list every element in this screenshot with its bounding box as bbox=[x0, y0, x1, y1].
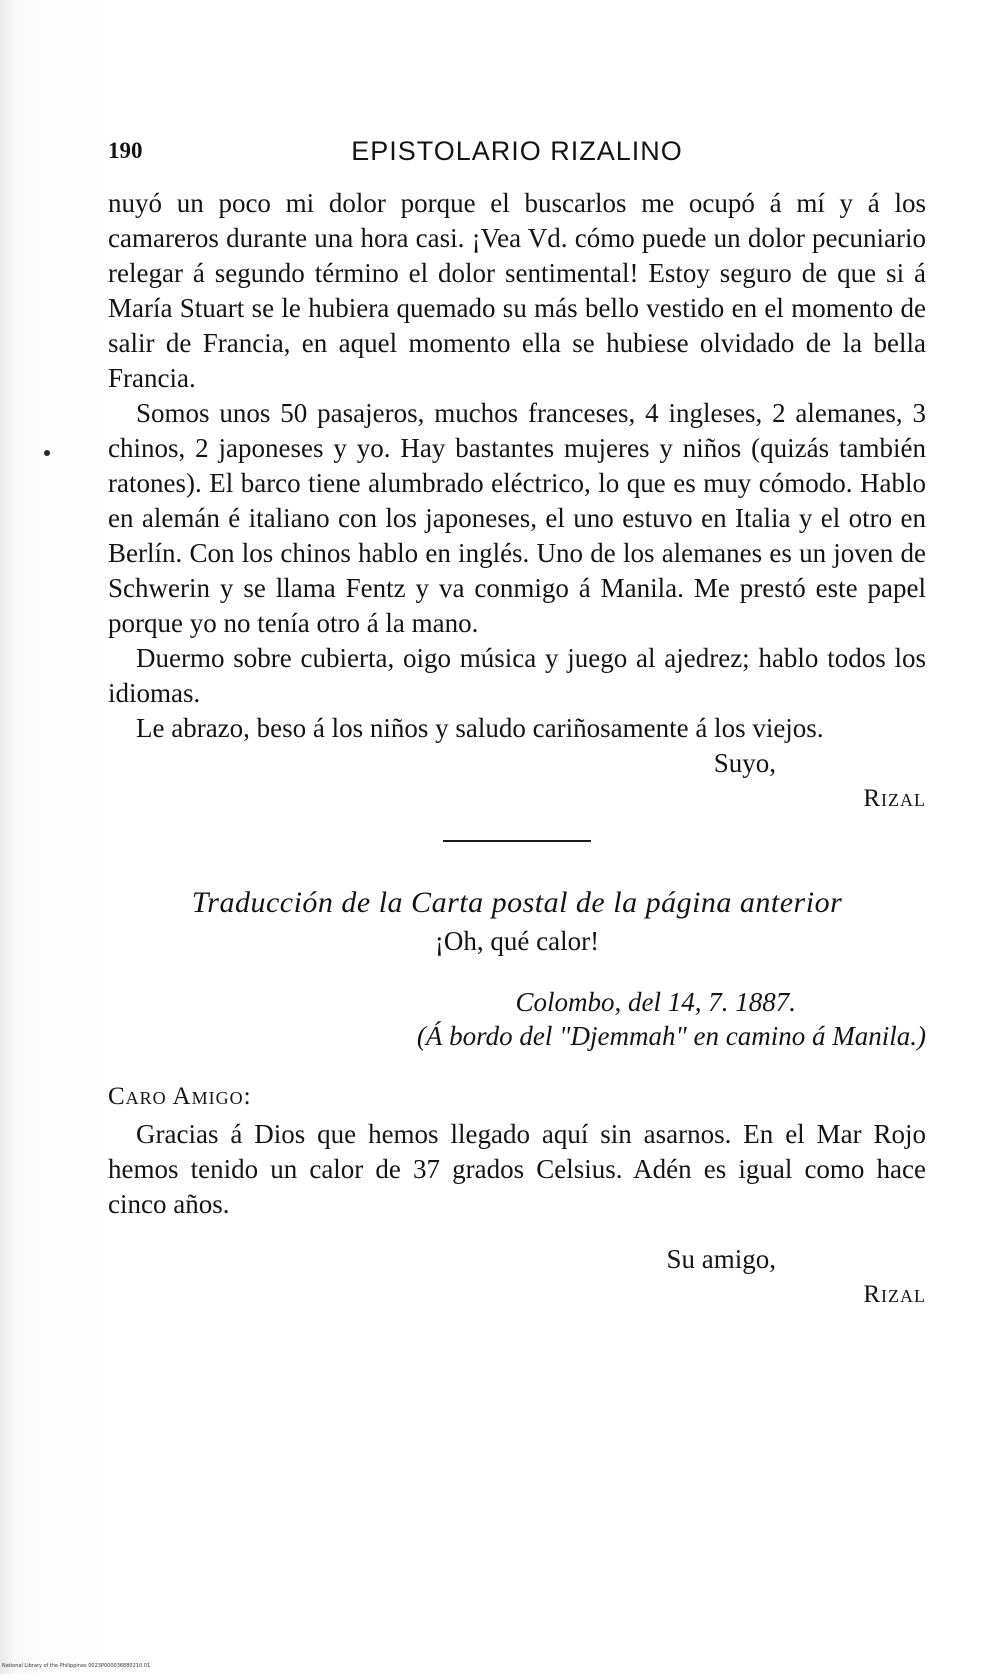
letter-paragraph: nuyó un poco mi dolor porque el buscarlos me ocupó á mí y á los camareros durante una hora casi. ¡Vea Vd. cómo puede un dolor pecuniario relegar á segundo término el dolor sentimental! Estoy seguro de que si á María Stuart se le hubiera quemado su más bello vestido en el momento de salir de Francia, en aquel momento ella se hubiese olvidado de la bella Francia. bbox=[108, 188, 926, 393]
postcard-salutation: Caro Amigo: bbox=[108, 1083, 252, 1110]
running-header bbox=[108, 134, 926, 174]
letter-paragraph: Somos unos 50 pasajeros, muchos franceses, 4 ingleses, 2 alemanes, 3 chinos, 2 japoneses y yo. Hay bastantes mujeres y niños (quizás también ratones). El barco tiene alumbrado eléctrico, lo que es muy cómodo. Hablo en alemán é italiano con los japoneses, el uno estuvo en Italia y el otro en Berlín. Con los chinos hablo en inglés. Uno de los alemanes es un joven de Schwerin y se llama Fentz y va conmigo á Manila. Me prestó este papel porque yo no tenía otro á la mano. bbox=[108, 398, 926, 638]
page-number: 190 bbox=[108, 138, 143, 163]
letter-paragraph: Le abrazo, beso á los niños y saludo cariñosamente á los viejos. bbox=[136, 713, 824, 743]
letter-closing: Suyo, bbox=[713, 748, 776, 778]
postcard-location: (Á bordo del "Djemmah" en camino á Manila.) bbox=[416, 1021, 926, 1051]
book-page bbox=[108, 134, 926, 1312]
postcard-closing: Su amigo, bbox=[666, 1244, 776, 1274]
postcard-dateline: Colombo, del 14, 7. 1887. bbox=[515, 987, 796, 1017]
postcard-heading: Traducción de la Carta postal de la página anterior bbox=[191, 886, 843, 919]
letter-paragraph: Duermo sobre cubierta, oigo música y juego al ajedrez; hablo todos los idiomas. bbox=[108, 643, 926, 708]
margin-speck bbox=[44, 450, 50, 456]
running-title: EPISTOLARIO RIZALINO bbox=[351, 136, 683, 166]
letter-body bbox=[108, 186, 926, 746]
postcard-signature: Rizal bbox=[863, 1281, 926, 1308]
postcard-paragraph: Gracias á Dios que hemos llegado aquí sin asarnos. En el Mar Rojo hemos tenido un calor de 37 grados Celsius. Adén es igual como hace cinco años. bbox=[108, 1119, 926, 1219]
section-divider bbox=[443, 840, 591, 842]
letter-signature: Rizal bbox=[863, 785, 926, 812]
library-credit: National Library of the Philippines 0023P000036880210 01 bbox=[2, 1663, 151, 1669]
postcard-body bbox=[108, 1117, 926, 1222]
postcard-subheading: ¡Oh, qué calor! bbox=[434, 926, 600, 956]
